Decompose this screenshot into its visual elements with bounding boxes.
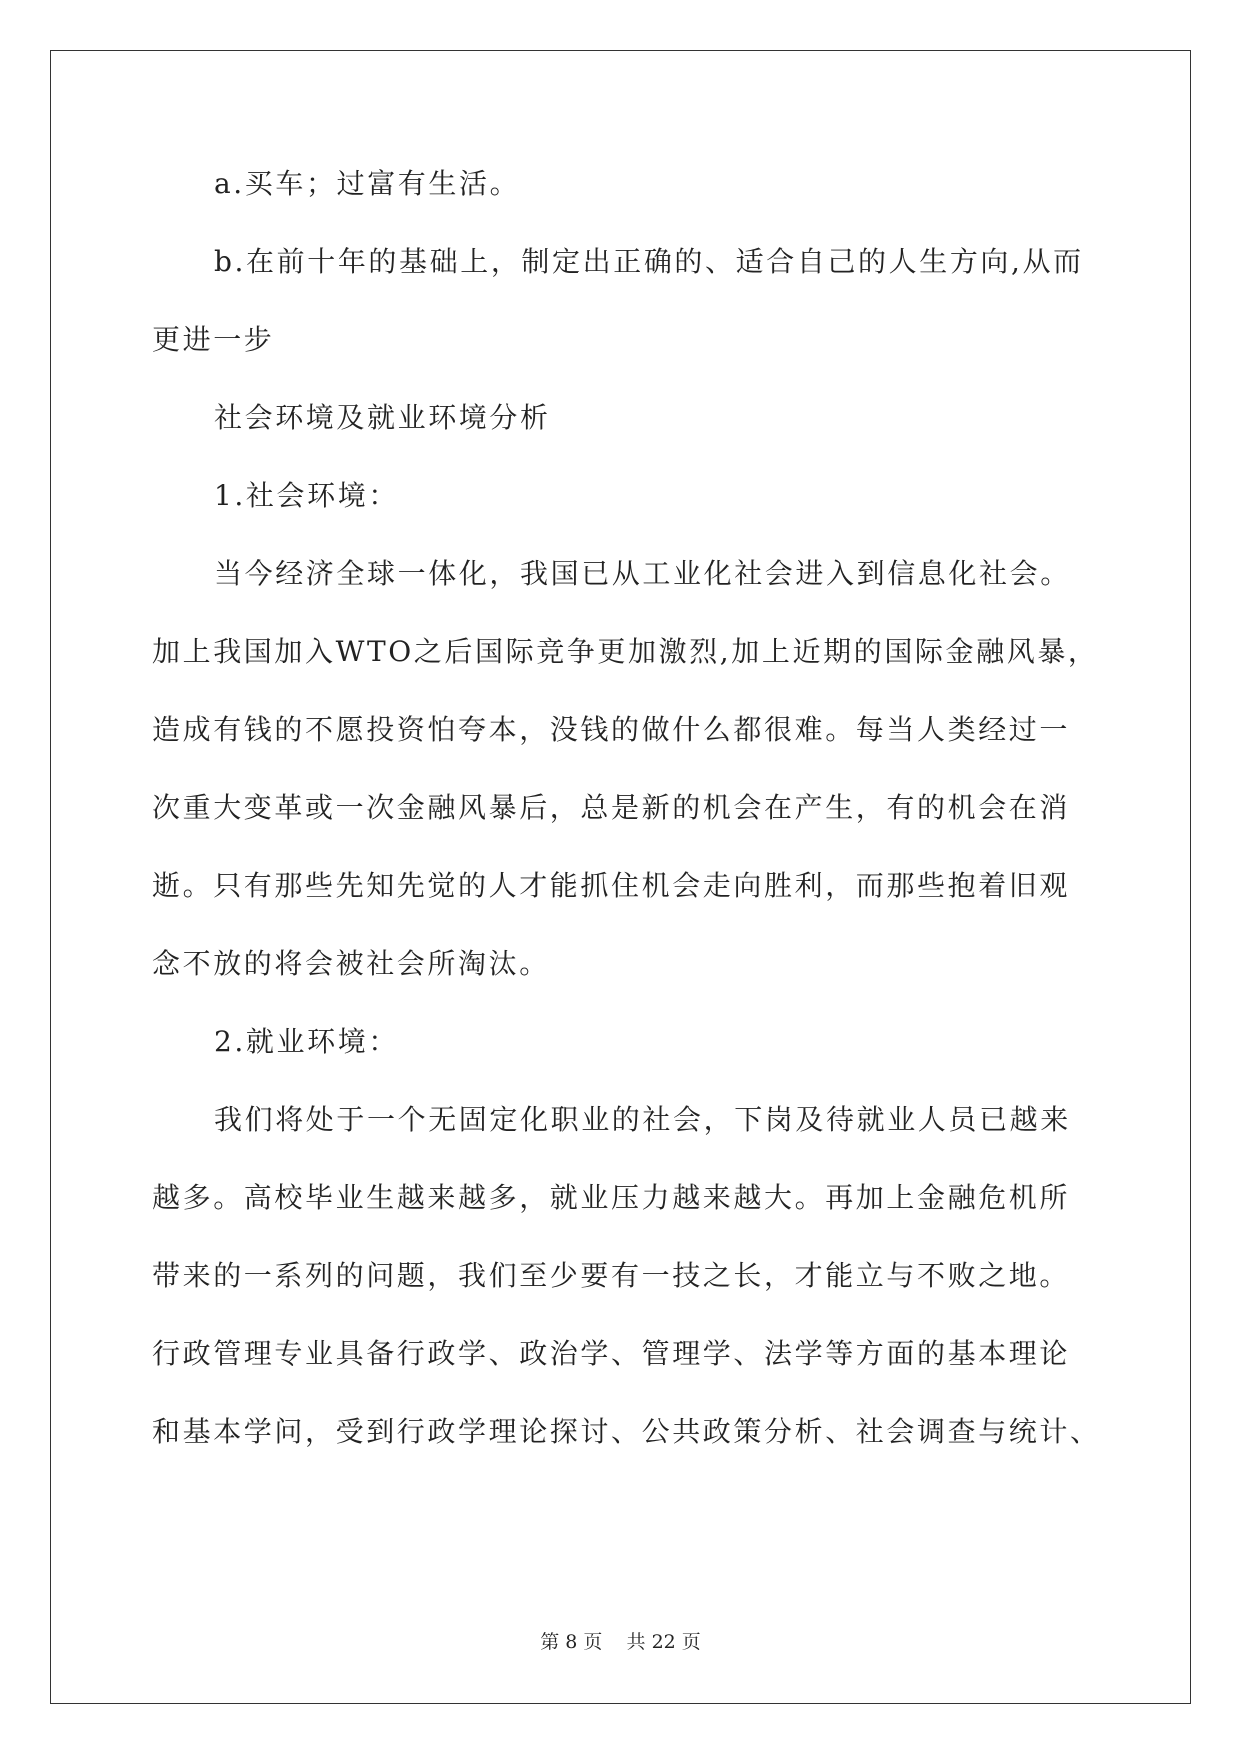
paragraph-line: 念不放的将会被社会所淘汰。 <box>152 947 550 980</box>
paragraph-line: 更进一步 <box>152 323 275 356</box>
page-total: 共 22 页 <box>626 1631 701 1653</box>
paragraph-line: 行政管理专业具备行政学、政治学、管理学、法学等方面的基本理论 <box>152 1337 1071 1370</box>
paragraph-line: 加上我国加入WTO之后国际竞争更加激烈,加上近期的国际金融风暴， <box>152 635 1099 668</box>
paragraph-line: a.买车；过富有生活。 <box>214 167 521 200</box>
subsection-heading: 1.社会环境： <box>214 479 399 512</box>
paragraph-line: 带来的一系列的问题，我们至少要有一技之长，才能立与不败之地。 <box>152 1259 1071 1292</box>
document-body <box>152 164 1101 1490</box>
page-number: 第 8 页 <box>540 1631 603 1653</box>
paragraph-line: 次重大变革或一次金融风暴后，总是新的机会在产生，有的机会在消 <box>152 791 1071 824</box>
paragraph-line: 和基本学问，受到行政学理论探讨、公共政策分析、社会调查与统计、 <box>152 1415 1101 1448</box>
page-footer <box>0 1630 1241 1654</box>
paragraph-line: 我们将处于一个无固定化职业的社会，下岗及待就业人员已越来 <box>214 1103 1071 1136</box>
paragraph-line: 造成有钱的不愿投资怕夸本，没钱的做什么都很难。每当人类经过一 <box>152 713 1071 746</box>
paragraph-line: 逝。只有那些先知先觉的人才能抓住机会走向胜利，而那些抱着旧观 <box>152 869 1071 902</box>
paragraph-line: 当今经济全球一体化，我国已从工业化社会进入到信息化社会。 <box>214 557 1071 590</box>
section-heading: 社会环境及就业环境分析 <box>214 401 551 434</box>
paragraph-line: b.在前十年的基础上，制定出正确的、适合自己的人生方向,从而 <box>214 245 1084 278</box>
subsection-heading: 2.就业环境： <box>214 1025 399 1058</box>
paragraph-line: 越多。高校毕业生越来越多，就业压力越来越大。再加上金融危机所 <box>152 1181 1071 1214</box>
